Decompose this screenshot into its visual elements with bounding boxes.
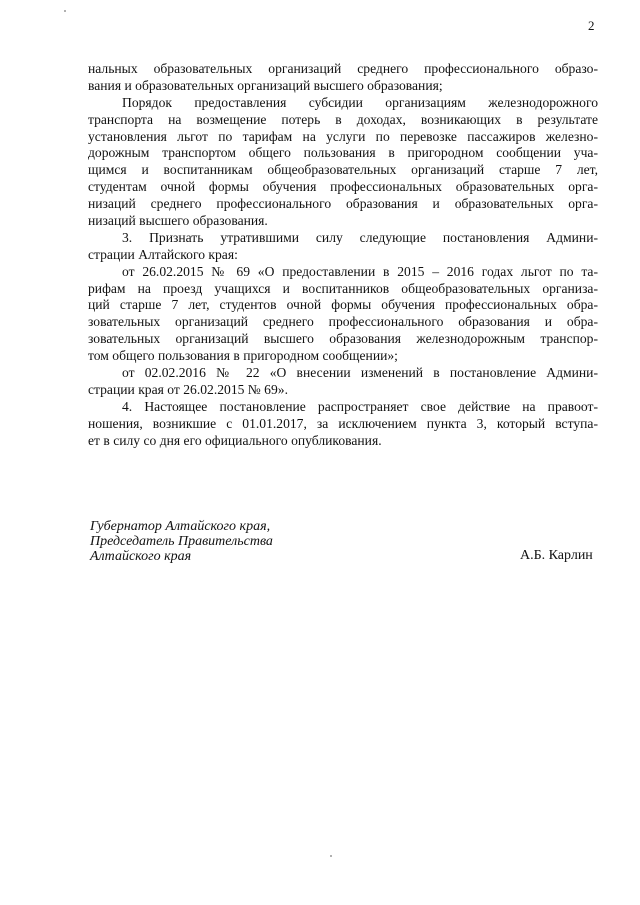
paragraph-procedure bbox=[88, 95, 598, 230]
text-line: нальных образовательных организаций среднего профессионального образо- bbox=[88, 61, 598, 76]
paragraph-item-4 bbox=[88, 399, 598, 450]
text-line: 3. Признать утратившими силу следующие постановления Админи- bbox=[122, 229, 598, 245]
text-line: от 26.02.2015 № 69 «О предоставлении в 2015 – 2016 годах льгот по та- bbox=[122, 263, 598, 279]
signature-block bbox=[90, 519, 273, 564]
paragraph-repeal-69 bbox=[88, 264, 598, 365]
text-line: дорожным транспортом общего пользования в пригородном сообщении уча- bbox=[88, 145, 598, 161]
text-line: страции Алтайского края: bbox=[88, 246, 238, 262]
page-number: 2 bbox=[588, 18, 595, 33]
text-line: зовательных организаций среднего профессионального образования и обра- bbox=[88, 314, 598, 330]
text-line: ций старше 7 лет, студентов очной формы обучения профессиональных обра- bbox=[88, 297, 598, 313]
signatory-title-line: Алтайского края bbox=[90, 549, 192, 564]
text-line: студентам очной формы обучения профессиональных образовательных орга- bbox=[88, 179, 598, 195]
text-line: низаций среднего профессионального образования и образовательных орга- bbox=[88, 196, 598, 212]
signatory-title-line: Губернатор Алтайского края, bbox=[90, 519, 271, 534]
scan-speck bbox=[64, 10, 66, 12]
text-line: зовательных организаций высшего образования железнодорожным транспор- bbox=[88, 331, 598, 347]
text-line: страции края от 26.02.2015 № 69». bbox=[88, 381, 288, 397]
text-line: рифам на проезд учащихся и воспитанников общеобразовательных организа- bbox=[88, 280, 598, 296]
paragraph-continuation bbox=[88, 61, 598, 95]
text-line: Порядок предоставления субсидии организациям железнодорожного bbox=[122, 94, 598, 110]
text-line: от 02.02.2016 № 22 «О внесении изменений в постановление Админи- bbox=[122, 365, 598, 381]
text-line: ношения, возникшие с 01.01.2017, за исключением пункта 3, который вступа- bbox=[88, 415, 598, 431]
text-line: щимся и воспитанникам общеобразовательных организаций старше 7 лет, bbox=[88, 162, 598, 178]
signatory-name: А.Б. Карлин bbox=[520, 548, 593, 563]
paragraph-repeal-22 bbox=[88, 365, 598, 399]
text-line: транспорта на возмещение потерь в доходах, возникающих в результате bbox=[88, 111, 598, 127]
paragraph-item-3 bbox=[88, 230, 598, 264]
text-line: ет в силу со дня его официального опубликования. bbox=[88, 432, 382, 448]
signatory-title-line: Председатель Правительства bbox=[90, 534, 273, 549]
text-line: вания и образовательных организаций высшего образования; bbox=[88, 77, 443, 93]
document-body bbox=[88, 61, 598, 449]
text-line: установления льгот по тарифам на услуги по перевозке пассажиров железно- bbox=[88, 128, 598, 144]
text-line: низаций высшего образования. bbox=[88, 213, 268, 229]
text-line: том общего пользования в пригородном сообщении»; bbox=[88, 348, 398, 364]
scan-speck bbox=[330, 855, 332, 857]
text-line: 4. Настоящее постановление распространяет свое действие на правоот- bbox=[122, 398, 598, 414]
